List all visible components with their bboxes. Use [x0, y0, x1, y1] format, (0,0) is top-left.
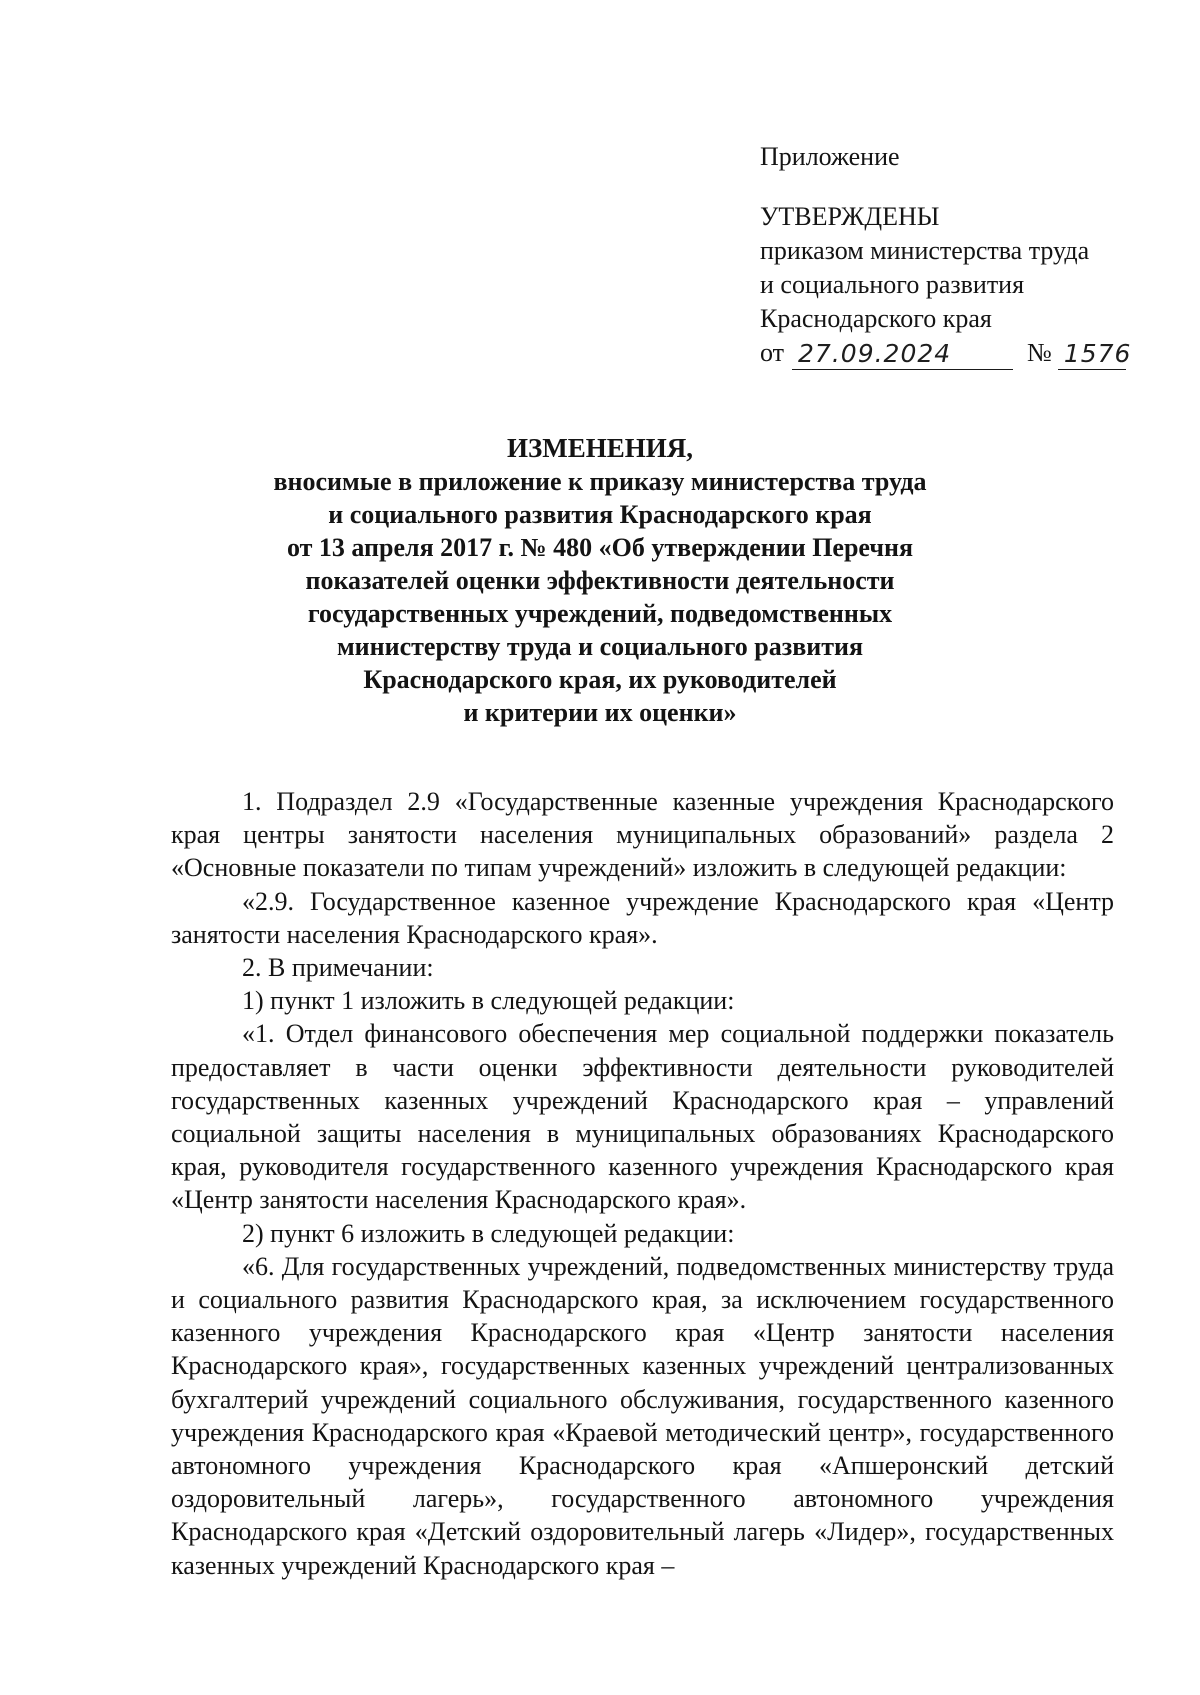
- heading-line: и критерии их оценки»: [463, 698, 737, 727]
- body-paragraph: «1. Отдел финансового обеспечения мер социальной поддержки показатель предоставляет в части оценки эффективности деятельности руководителей государственных казенных учреждений Краснодарского края – управлений социальной защиты населения в муниципальных образованиях Краснодарского края, руководителя государственного казенного учреждения Краснодарского края «Центр занятости населения Краснодарского края».: [171, 1019, 1114, 1215]
- heading-line: от 13 апреля 2017 г. № 480 «Об утверждении Перечня: [286, 533, 914, 562]
- document-body: [171, 785, 1114, 1582]
- heading-line: министерству труда и социального развития: [336, 632, 864, 661]
- appendix-label: Приложение: [760, 142, 900, 171]
- heading-line: вносимые в приложение к приказу министерства труда: [273, 467, 927, 496]
- from-label: от: [760, 338, 785, 367]
- body-paragraph: 1. Подраздел 2.9 «Государственные казенные учреждения Краснодарского края центры занятости населения муниципальных образований» раздела 2 «Основные показатели по типам учреждений» изложить в следующей редакции:: [171, 787, 1114, 883]
- heading-line: государственных учреждений, подведомственных: [307, 599, 893, 628]
- handwritten-date: 27.09.2024: [792, 339, 1013, 370]
- approval-line-3: Краснодарского края: [760, 304, 992, 333]
- number-label: №: [1027, 338, 1052, 367]
- approved-label: УТВЕРЖДЕНЫ: [760, 202, 940, 231]
- approval-line-2: и социального развития: [760, 270, 1025, 299]
- heading-title: ИЗМЕНЕНИЯ,: [506, 433, 693, 463]
- handwritten-number: 1576: [1058, 339, 1126, 370]
- heading-line: показателей оценки эффективности деятельности: [305, 566, 895, 595]
- document-heading: [140, 432, 1060, 729]
- order-date-number: [760, 336, 1140, 370]
- body-paragraph: 1) пункт 1 изложить в следующей редакции:: [242, 986, 735, 1016]
- body-paragraph: «6. Для государственных учреждений, подведомственных министерству труда и социального развития Краснодарского края, за исключением государственного казенного учреждения Краснодарского края «Центр занятости населения Краснодарского края», государственных казенных учреждений централизованных бухгалтерий учреждений социального обслуживания, государственного казенного учреждения Краснодарского края «Краевой методический центр», государственного автономного учреждения Краснодарского края «Апшеронский детский оздоровительный лагерь», государственного автономного учреждения Краснодарского края «Детский оздоровительный лагерь «Лидер», государственных казенных учреждений Краснодарского края –: [171, 1251, 1114, 1580]
- body-paragraph: «2.9. Государственное казенное учреждение Краснодарского края «Центр занятости населения Краснодарского края».: [171, 886, 1114, 949]
- approval-block: [760, 140, 1140, 370]
- body-paragraph: 2) пункт 6 изложить в следующей редакции:: [242, 1218, 735, 1248]
- heading-line: и социального развития Краснодарского края: [328, 500, 872, 529]
- heading-line: Краснодарского края, их руководителей: [363, 665, 837, 694]
- approval-line-1: приказом министерства труда: [760, 236, 1090, 265]
- body-paragraph: 2. В примечании:: [242, 953, 434, 983]
